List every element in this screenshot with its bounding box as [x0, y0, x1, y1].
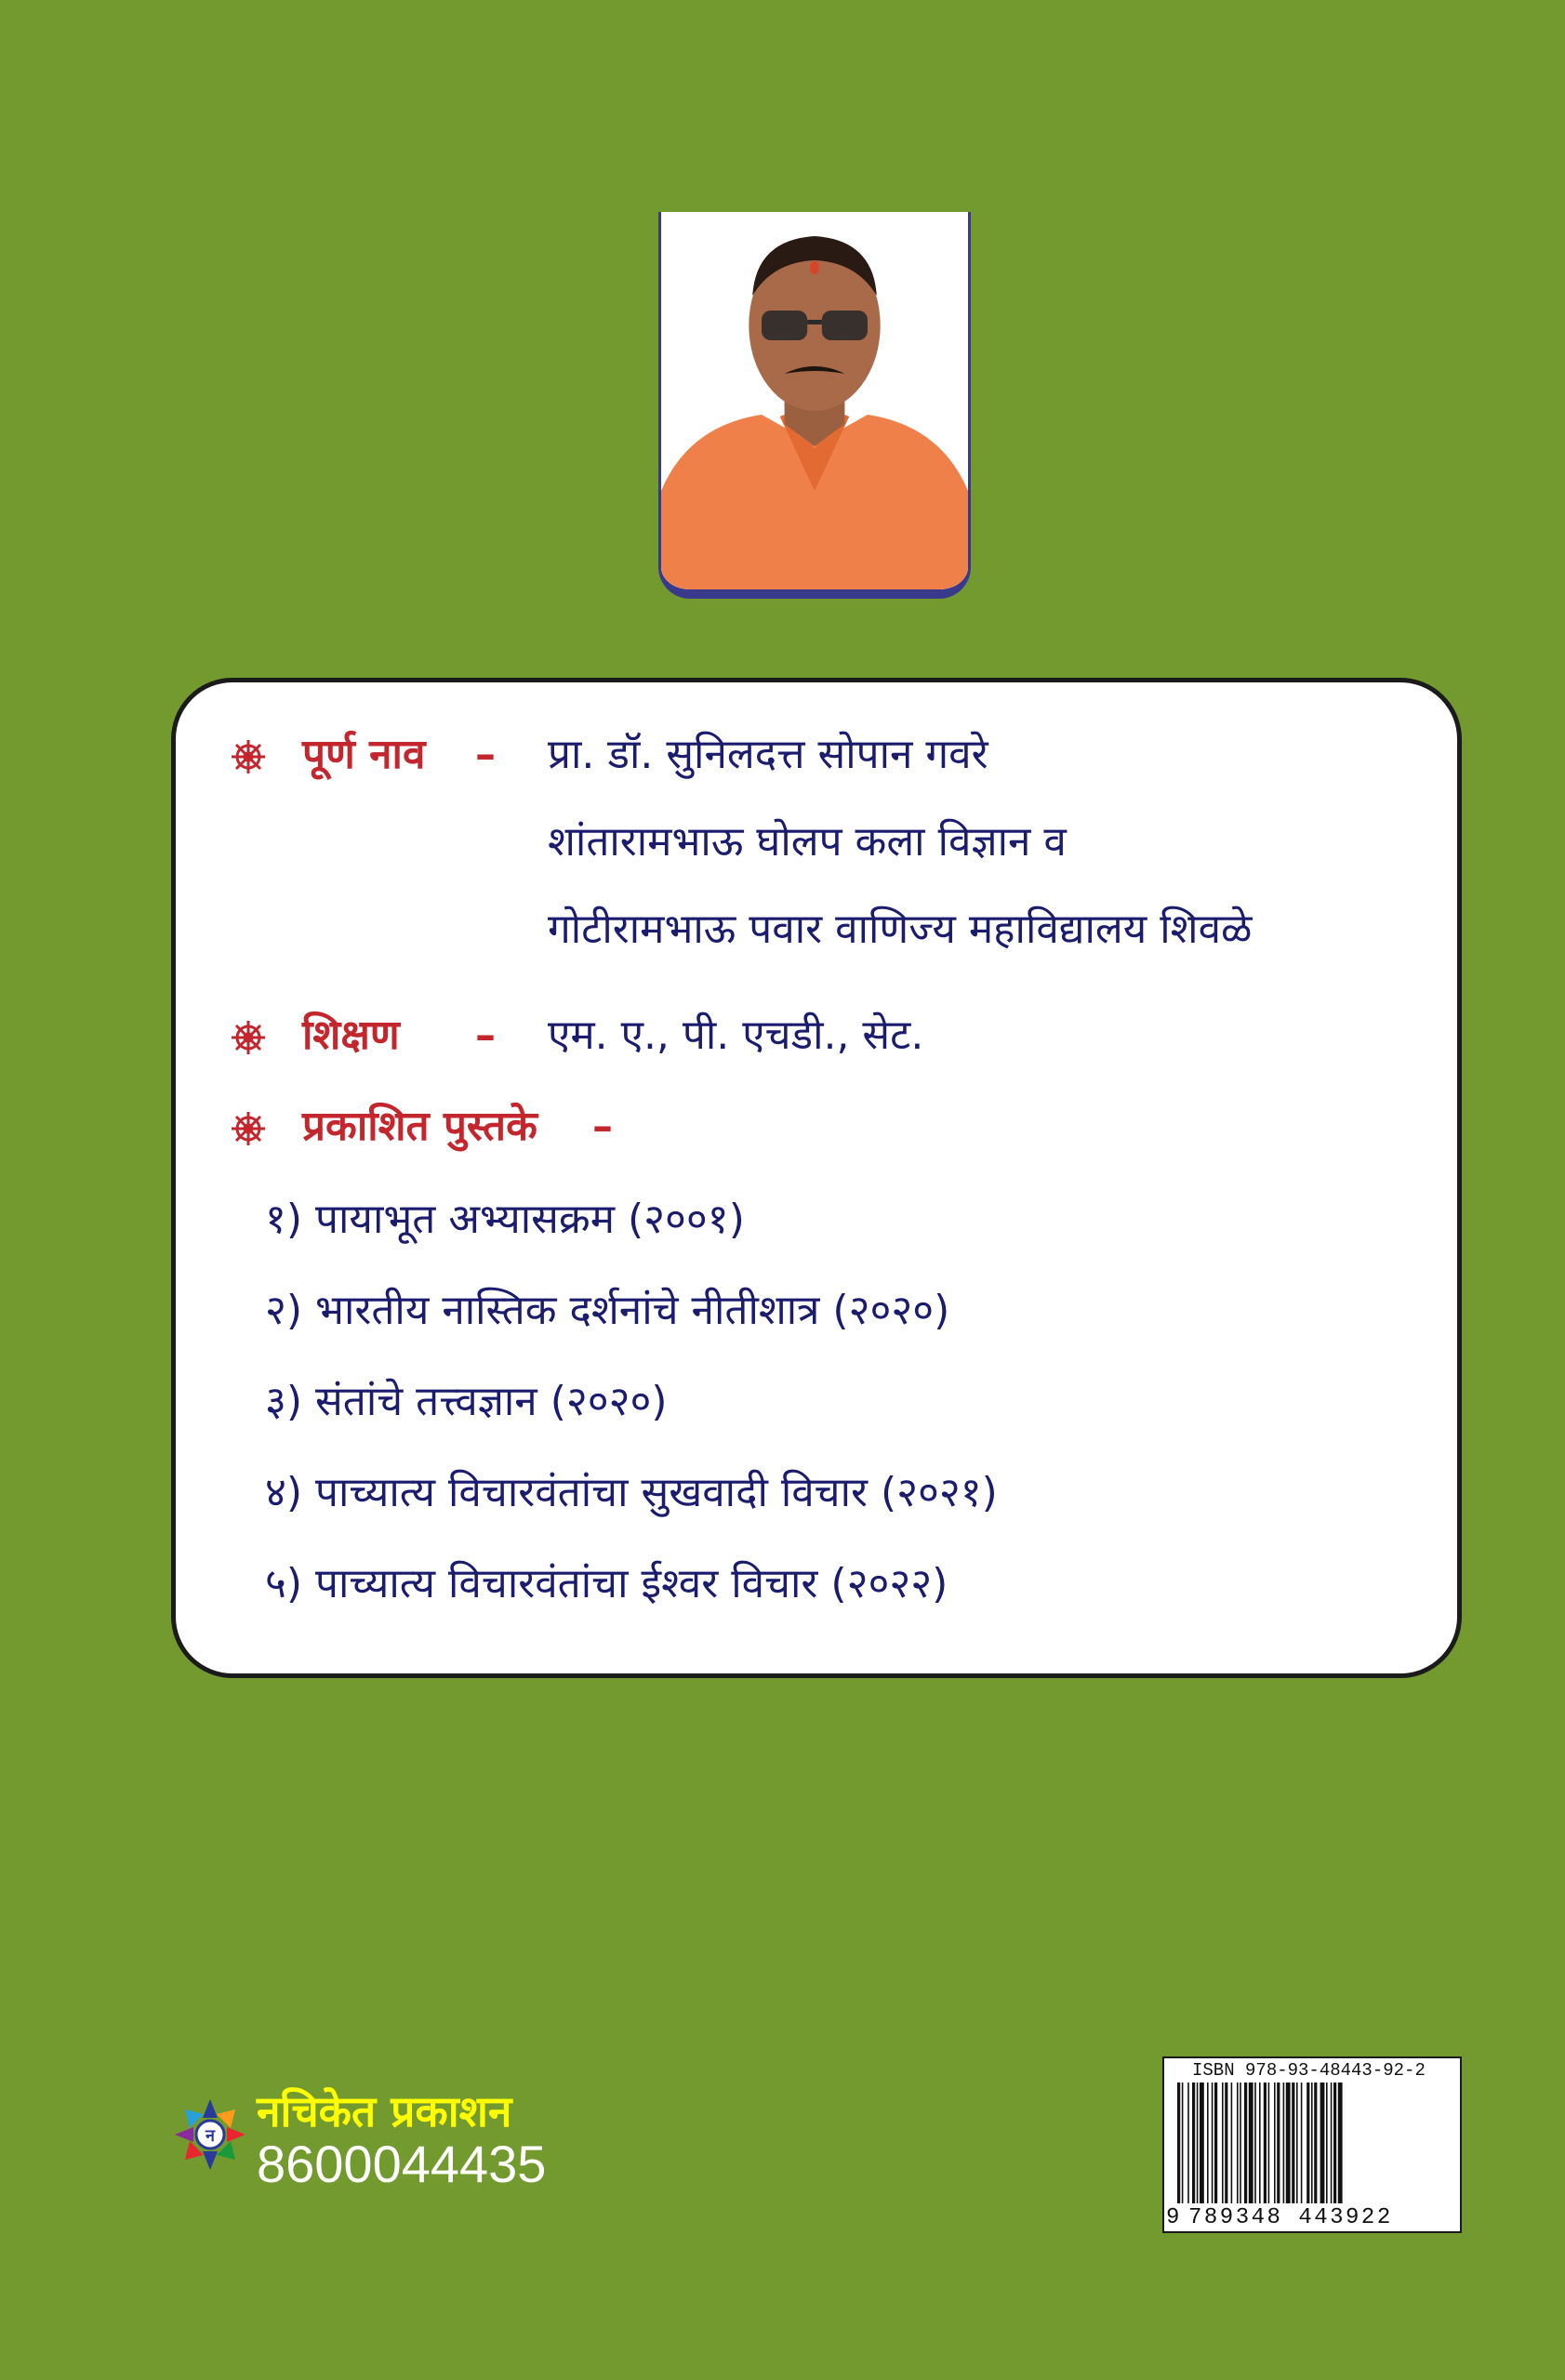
barcode-bar	[1192, 2082, 1195, 2203]
publisher-block	[173, 2086, 582, 2193]
dharma-wheel-icon	[230, 1019, 267, 1056]
barcode-bar	[1311, 2082, 1313, 2203]
barcode-bar	[1222, 2082, 1224, 2203]
author-photo	[658, 212, 971, 599]
author-portrait-image	[661, 212, 968, 589]
book-item: २) भारतीय नास्तिक दर्शनांचे नीतीशात्र (२०२०)	[265, 1287, 950, 1334]
book-item: ५) पाच्यात्य विचारवंतांचा ईश्वर विचार (२०२२)	[265, 1560, 948, 1607]
barcode-bar	[1187, 2082, 1189, 2203]
barcode-bar	[1292, 2082, 1294, 2203]
publisher-logo-icon	[173, 2097, 247, 2172]
barcode-bar	[1259, 2082, 1261, 2203]
book-item: १) पायाभूत अभ्यासक्रम (२००१)	[265, 1196, 745, 1243]
education-dash: –	[475, 1012, 496, 1059]
institution-line-1: शांतारामभाऊ घोलप कला विज्ञान व	[548, 818, 1067, 866]
published-books-label: प्रकाशित पुस्तके	[302, 1103, 537, 1150]
barcode-bar	[1231, 2082, 1233, 2203]
dharma-wheel-icon	[230, 738, 267, 775]
full-name-label: पूर्ण नाव	[302, 731, 426, 778]
ean-digits: 789348 443922	[1188, 2205, 1393, 2230]
barcode-bar	[1333, 2082, 1336, 2203]
education-value: एम. ए., पी. एचडी., सेट.	[548, 1012, 924, 1059]
barcode-bar	[1200, 2082, 1204, 2203]
book-item: ३) संतांचे तत्त्वज्ञान (२०२०)	[265, 1378, 668, 1425]
institution-line-2: गोटीरामभाऊ पवार वाणिज्य महाविद्यालय शिवळे	[548, 906, 1253, 953]
barcode-bar	[1244, 2082, 1247, 2203]
barcode-bar	[1240, 2082, 1241, 2203]
barcode-bar	[1177, 2082, 1180, 2203]
barcode-bar	[1320, 2082, 1325, 2203]
full-name-dash: –	[475, 731, 496, 778]
barcode-bars	[1177, 2082, 1449, 2203]
barcode-bar	[1182, 2082, 1184, 2203]
book-item: ४) पाच्यात्य विचारवंतांचा सुखवादी विचार (२०२१)	[265, 1469, 998, 1516]
publisher-phone: 8600044435	[257, 2135, 547, 2193]
isbn-number: ISBN 978-93-48443-92-2	[1192, 2060, 1426, 2081]
barcode-bar	[1212, 2082, 1214, 2203]
barcode-bar	[1277, 2082, 1280, 2203]
barcode-bar	[1296, 2082, 1298, 2203]
barcode-bar	[1207, 2082, 1209, 2203]
publisher-name: नचिकेत प्रकाशन	[257, 2086, 512, 2136]
author-info-card	[171, 678, 1462, 1678]
barcode-bar	[1249, 2082, 1253, 2203]
barcode-bar	[1306, 2082, 1309, 2203]
ean-first-digit: 9	[1166, 2205, 1180, 2230]
barcode-bar	[1283, 2082, 1285, 2203]
barcode-bar	[1237, 2082, 1239, 2203]
published-books-dash: –	[592, 1103, 613, 1150]
barcode-bar	[1268, 2082, 1270, 2203]
publisher-logo-letter: न	[206, 2126, 215, 2146]
barcode-bar	[1197, 2082, 1199, 2203]
barcode-bar	[1338, 2082, 1343, 2203]
education-label: शिक्षण	[302, 1012, 400, 1059]
barcode-bar	[1214, 2082, 1217, 2203]
barcode-bar	[1254, 2082, 1256, 2203]
isbn-barcode	[1162, 2056, 1462, 2233]
barcode-bar	[1314, 2082, 1317, 2203]
barcode-bar	[1301, 2082, 1303, 2203]
author-name: प्रा. डॉ. सुनिलदत्त सोपान गवरे	[548, 731, 988, 778]
barcode-bar	[1264, 2082, 1267, 2203]
barcode-bar	[1286, 2082, 1291, 2203]
dharma-wheel-icon	[230, 1110, 267, 1147]
barcode-bar	[1225, 2082, 1227, 2203]
barcode-bar	[1331, 2082, 1333, 2203]
barcode-bar	[1326, 2082, 1328, 2203]
barcode-bar	[1274, 2082, 1276, 2203]
